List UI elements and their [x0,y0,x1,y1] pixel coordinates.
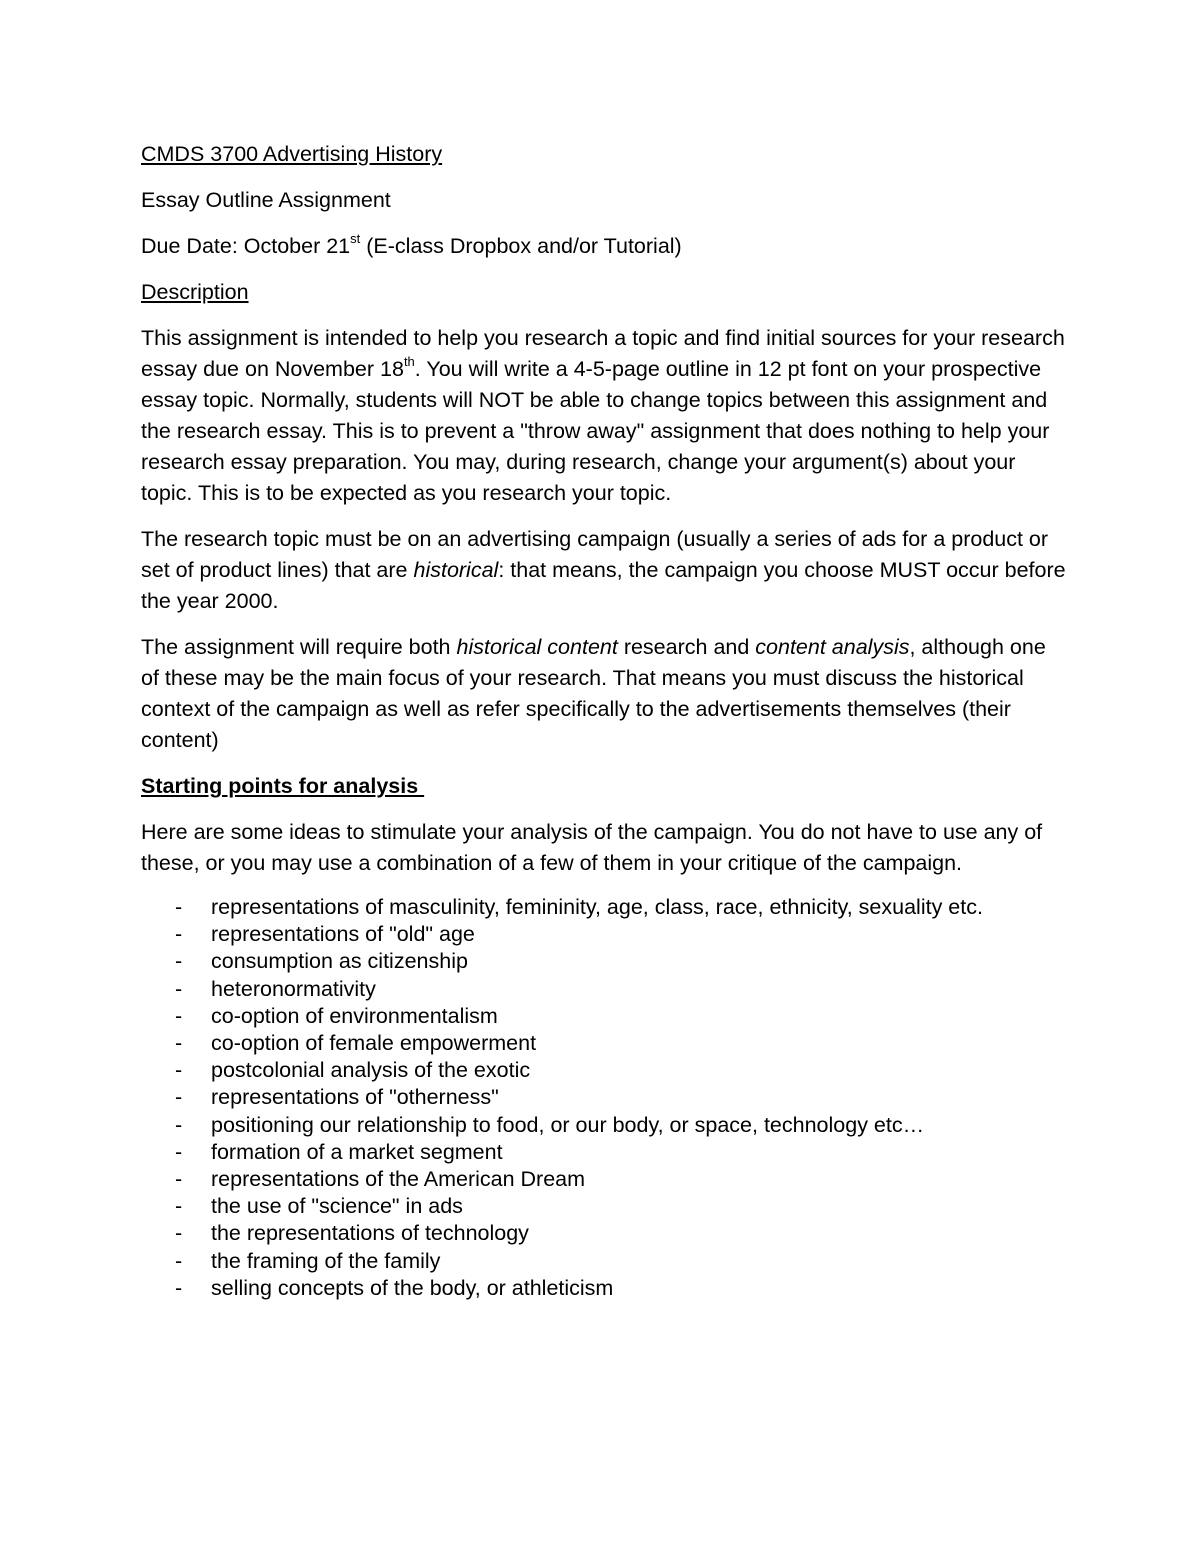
list-item-text: co-option of environmentalism [211,1003,498,1028]
list-item-text: representations of masculinity, femininity, age, class, race, ethnicity, sexuality etc. [211,895,983,919]
bullet-dash: - [175,949,183,974]
list-item [141,921,1066,948]
topic-part2: : that means, the campaign you choose MUST occur before the year 2000. [141,558,1066,613]
bullet-dash: - [175,1194,183,1219]
bullet-dash: - [175,1031,183,1056]
list-item-text: the representations of technology [211,1221,529,1246]
list-item [141,948,1066,975]
bullet-dash: - [175,1003,183,1028]
list-item [141,1248,1066,1275]
requirement-paragraph [141,632,1066,756]
list-item [141,1220,1066,1247]
list-item [141,1166,1066,1193]
analysis-heading: Starting points for analysis [141,774,425,798]
list-item [141,1139,1066,1166]
list-item [141,1275,1066,1302]
bullet-dash: - [175,1167,183,1192]
due-date-rest: (E-class Dropbox and/or Tutorial) [360,234,682,258]
list-item-text: co-option of female empowerment [211,1031,537,1056]
topic-italic: historical [413,558,499,582]
due-date-ordinal: st [350,230,361,246]
list-item-text: representations of the American Dream [211,1167,586,1192]
bullet-dash: - [175,1058,183,1083]
description-ordinal: th [403,353,415,369]
list-item-text: the framing of the family [211,1248,441,1273]
list-item-text: representations of "otherness" [211,1085,499,1110]
description-part1: This assignment is intended to help you research a topic and find initial sources for your research essay due on November 18 [141,326,1065,381]
list-item [141,1003,1066,1030]
course-title: CMDS 3700 Advertising History [141,142,443,166]
topic-paragraph [141,524,1066,617]
requirement-italic-1: historical content [456,635,618,659]
description-heading: Description [141,280,249,304]
bullet-dash: - [175,922,183,947]
list-item [141,1030,1066,1057]
analysis-bullet-list [141,894,1066,1302]
bullet-dash: - [175,1085,183,1110]
list-item-text: positioning our relationship to food, or our body, or space, technology etc… [211,1112,925,1137]
list-item [141,1084,1066,1111]
assignment-title: Essay Outline Assignment [141,188,391,212]
bullet-dash: - [175,1139,183,1164]
due-date-prefix: Due Date: October 21 [141,234,351,258]
due-date [141,231,1066,262]
list-item [141,976,1066,1003]
list-item-text: postcolonial analysis of the exotic [211,1058,531,1083]
requirement-part2: research and [617,635,756,659]
list-item [141,1193,1066,1220]
description-part2: . You will write a 4-5-page outline in 12 pt font on your prospective essay topic. Normally, students will NOT be able to change topics between this assignment and the research essay. This is to prevent a "throw away" assignment that does nothing to help your research essay preparation. You may, during research, change your argument(s) about your topic. This is to be expected as you research your topic. [141,357,1050,505]
bullet-dash: - [175,1112,183,1137]
list-item-text: consumption as citizenship [211,949,468,974]
list-item [141,1112,1066,1139]
list-item [141,894,1066,921]
list-item [141,1057,1066,1084]
list-item-text: representations of "old" age [211,922,475,947]
bullet-dash: - [175,1275,183,1300]
list-item-text: formation of a market segment [211,1139,503,1164]
requirement-part3: , although one of these may be the main focus of your research. That means you must discuss the historical context of the campaign as well as refer specifically to the advertisements themselves (their content) [141,635,1046,752]
analysis-intro: Here are some ideas to stimulate your analysis of the campaign. You do not have to use any of these, or you may use a combination of a few of them in your critique of the campaign. [141,820,1043,875]
bullet-dash: - [175,976,183,1001]
document-body [141,139,1066,1302]
requirement-part1: The assignment will require both [141,635,457,659]
bullet-dash: - [175,1248,183,1273]
topic-part1: The research topic must be on an advertising campaign (usually a series of ads for a product or set of product lines) that are [141,527,1049,582]
list-item-text: selling concepts of the body, or athleticism [211,1275,614,1300]
bullet-dash: - [175,1221,183,1246]
bullet-dash: - [175,895,183,919]
list-item-text: the use of "science" in ads [211,1194,463,1219]
requirement-italic-2: content analysis [755,635,910,659]
description-paragraph [141,323,1066,509]
list-item-text: heteronormativity [211,976,376,1001]
